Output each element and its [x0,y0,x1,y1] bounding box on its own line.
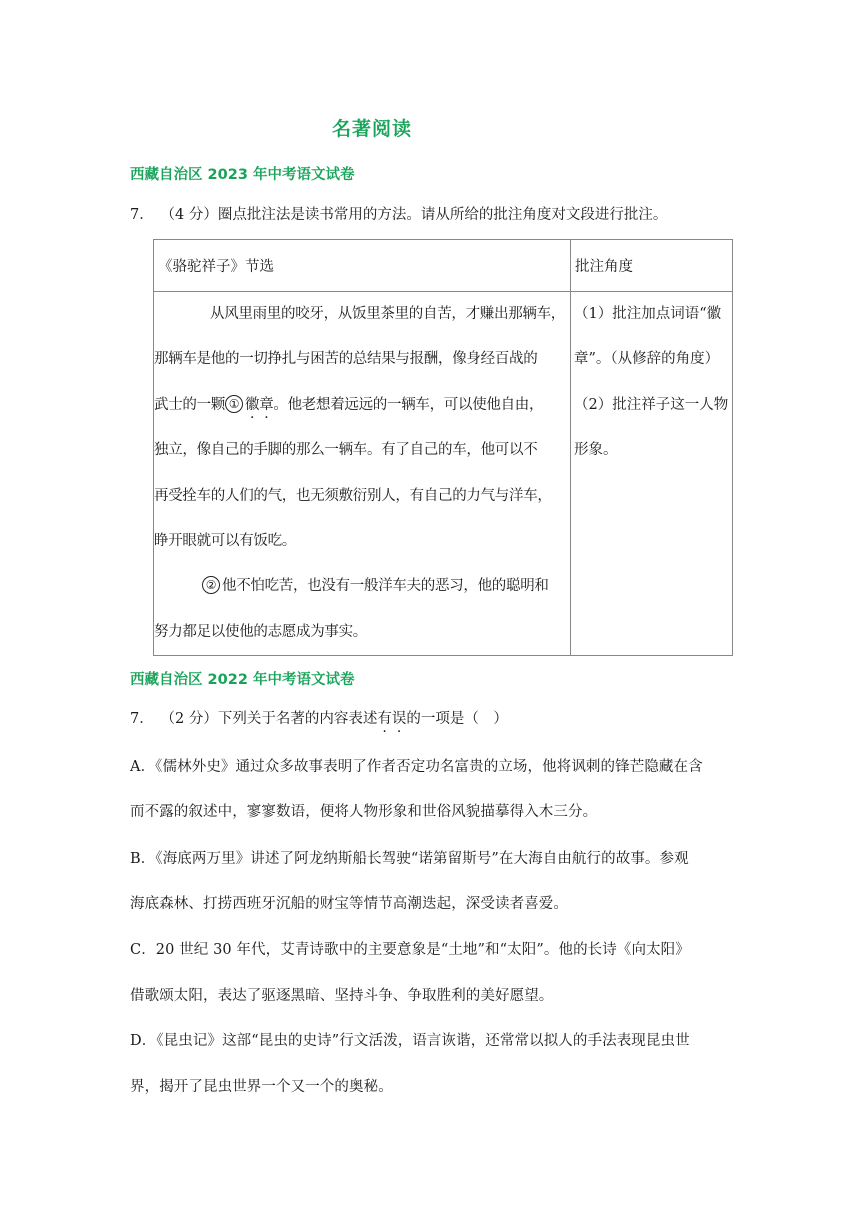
option-b-line1: B．《海底两万里》讲述了阿龙纳斯船长驾驶“诺第留斯号”在大海自由航行的故事。参观 [130,851,689,867]
passage-line: 再受拴车的人们的气，也无须敷衍别人，有自己的力气与洋车， [154,487,552,504]
circled-number-1: ① [225,395,243,413]
option-d-line2: 界，揭开了昆虫世界一个又一个的奥秘。 [130,1079,393,1095]
option-a-line1: A．《儒林外史》通过众多故事表明了作者否定功名富贵的立场，他将讽刺的锋芒隐藏在含 [130,759,703,775]
option-c-line2: 借歌颂太阳，表达了驱逐黑暗、坚持斗争、争取胜利的美好愿望。 [130,988,554,1004]
annotation-line: （1）批注加点词语“徽 [574,306,722,322]
table-header-annotation: 批注角度 [571,240,733,292]
emphasis-dotted-word: 章 [259,396,274,413]
annotation-line: 形象。 [574,442,618,459]
option-a-line2: 而不露的叙述中，寥寥数语，便将人物形象和世俗风貌描摹得入木三分。 [130,804,598,820]
passage-line: 努力都足以使他的志愿成为事实。 [154,623,367,640]
emphasis-dotted-word: 误 [391,711,407,727]
annotation-table [153,239,733,656]
section-heading-2023: 西藏自治区 2023 年中考语文试卷 [130,167,355,183]
annotation-line: 章”。（从修辞的角度） [574,351,720,368]
page-title: 名著阅读 [331,118,412,140]
option-c-line1: C．20 世纪 30 年代，艾青诗歌中的主要意象是“土地”和“太阳”。他的长诗《向太阳》 [130,942,690,958]
circled-number-2: ② [202,576,220,594]
option-d-line1: D．《昆虫记》这部“昆虫的史诗”行文活泼，语言诙谐，还常常以拟人的手法表现昆虫世 [130,1033,690,1049]
option-b-line2: 海底森林、打捞西班牙沉船的财宝等情节高潮迭起，深受读者喜爱。 [130,896,568,912]
question-7-2023 [130,205,740,225]
passage-line: 睁开眼就可以有饭吃。 [154,532,296,549]
passage-line: 武士的一颗 ① 徽章。他老想着远远的一辆车，可以使他自由， [154,396,544,413]
question-number: 7． [130,207,154,223]
passage-cell [154,292,571,656]
question-number: 7． [130,711,154,727]
passage-line: ② 他不怕吃苦，也没有一般洋车夫的恶习，他的聪明和 [154,564,570,609]
question-7-2022: 7． （2 分）下列关于名著的内容表述有误的一项是（ ） [130,711,508,727]
annotation-cell [571,292,733,656]
emphasis-dotted-word: 徽 [245,396,260,413]
emphasis-dotted-word: 有 [377,711,392,727]
question-text: （4 分）圈点批注法是读书常用的方法。请从所给的批注角度对文段进行批注。 [167,207,668,223]
passage-line: 独立，像自己的手脚的那么一辆车。有了自己的车，他可以不 [154,442,538,459]
section-heading-2022: 西藏自治区 2022 年中考语文试卷 [130,672,355,688]
table-header-passage: 《骆驼祥子》节选 [154,240,571,292]
passage-line: 那辆车是他的一切挣扎与困苦的总结果与报酬，像身经百战的 [154,351,538,368]
annotation-line: （2）批注祥子这一人物 [574,396,729,413]
passage-line: 从风里雨里的咬牙，从饭里茶里的自苦，才赚出那辆车， [210,306,565,322]
